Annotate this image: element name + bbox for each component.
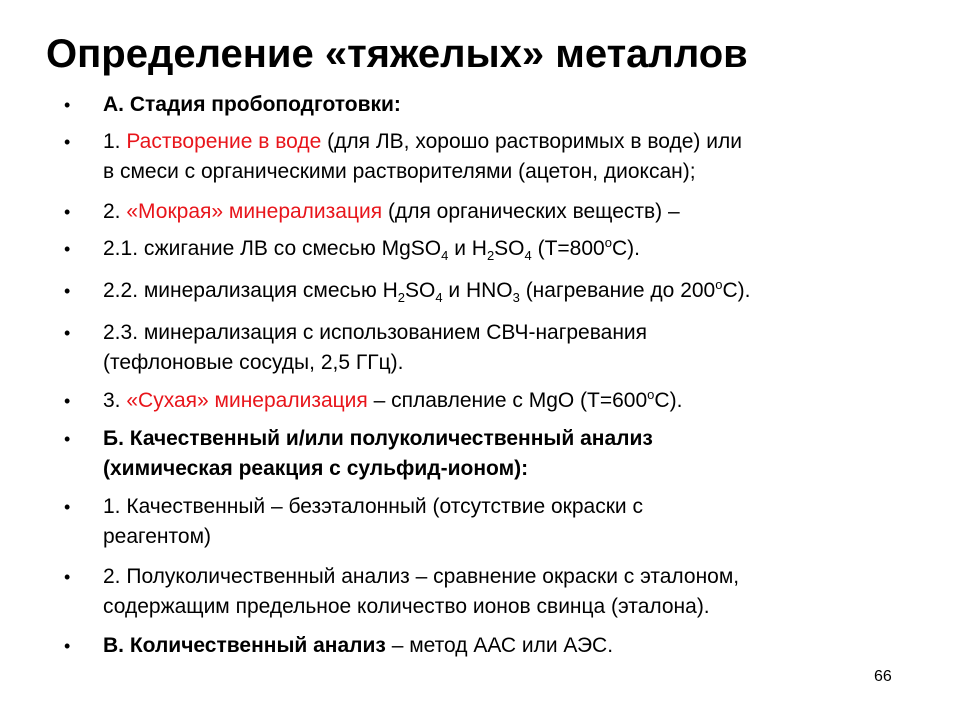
semiquantitative-line-1: 2. Полуколичественный анализ – сравнение окраски с эталоном, [103,565,740,588]
bullet-dot-icon: • [64,132,71,152]
bullet-dot-icon: • [64,281,71,301]
acid-mineralization-text: 2.2. минерализация смесью $H_2SO_4$ и $HNO_3$ (нагревание до 200$^o$C). [103,277,751,306]
bullet-dot-icon: • [64,239,71,259]
slide-title: Определение «тяжелых» металлов [46,32,748,76]
dissolution-highlight: Растворение в воде [126,130,322,153]
dry-mineralization-text: 3. «Сухая» минерализация – сплавление с MgO $(T=600^oC)$. [103,387,683,412]
bullet-dot-icon: • [64,567,71,587]
wet-mineralization-highlight: «Мокрая» минерализация [126,200,383,223]
bullet-dot-icon: • [64,636,71,656]
microwave-line-2: (тефлоновые сосуды, 2,5 ГГц). [103,351,404,374]
stage-a-heading: А. Стадия пробоподготовки: [103,93,401,116]
dissolution-line-1: 1. Растворение в воде (для ЛВ, хорошо растворимых в воде) или [103,130,742,153]
semiquantitative-line-2: содержащим предельное количество ионов свинца (эталона). [103,595,710,618]
qualitative-line-2: реагентом) [103,525,212,548]
dissolution-line-2: в смеси с органическими растворителями (ацетон, диоксан); [103,160,696,183]
bullet-dot-icon: • [64,323,71,343]
wet-mineralization-text: 2. «Мокрая» минерализация (для органических веществ) – [103,200,680,223]
bullet-dot-icon: • [64,202,71,222]
stage-v-heading: В. Количественный анализ [103,634,386,657]
stage-v-text: В. Количественный анализ – метод ААС или АЭС. [103,634,614,657]
bullet-dot-icon: • [64,95,71,115]
combustion-text: 2.1. сжигание ЛВ со смесью MgSO$_4$ и $H_2SO_4$ $(T=800^oC)$. [103,235,640,264]
bullet-dot-icon: • [64,429,71,449]
bullet-dot-icon: • [64,391,71,411]
page-number: 66 [874,668,892,685]
bullet-dot-icon: • [64,497,71,517]
microwave-line-1: 2.3. минерализация с использованием СВЧ-нагревания [103,321,648,344]
qualitative-line-1: 1. Качественный – безэталонный (отсутствие окраски с [103,495,643,518]
stage-b-line-1: Б. Качественный и/или полуколичественный анализ [103,427,653,450]
dry-mineralization-highlight: «Сухая» минерализация [126,389,368,412]
stage-b-line-2: (химическая реакция с сульфид-ионом): [103,457,529,480]
